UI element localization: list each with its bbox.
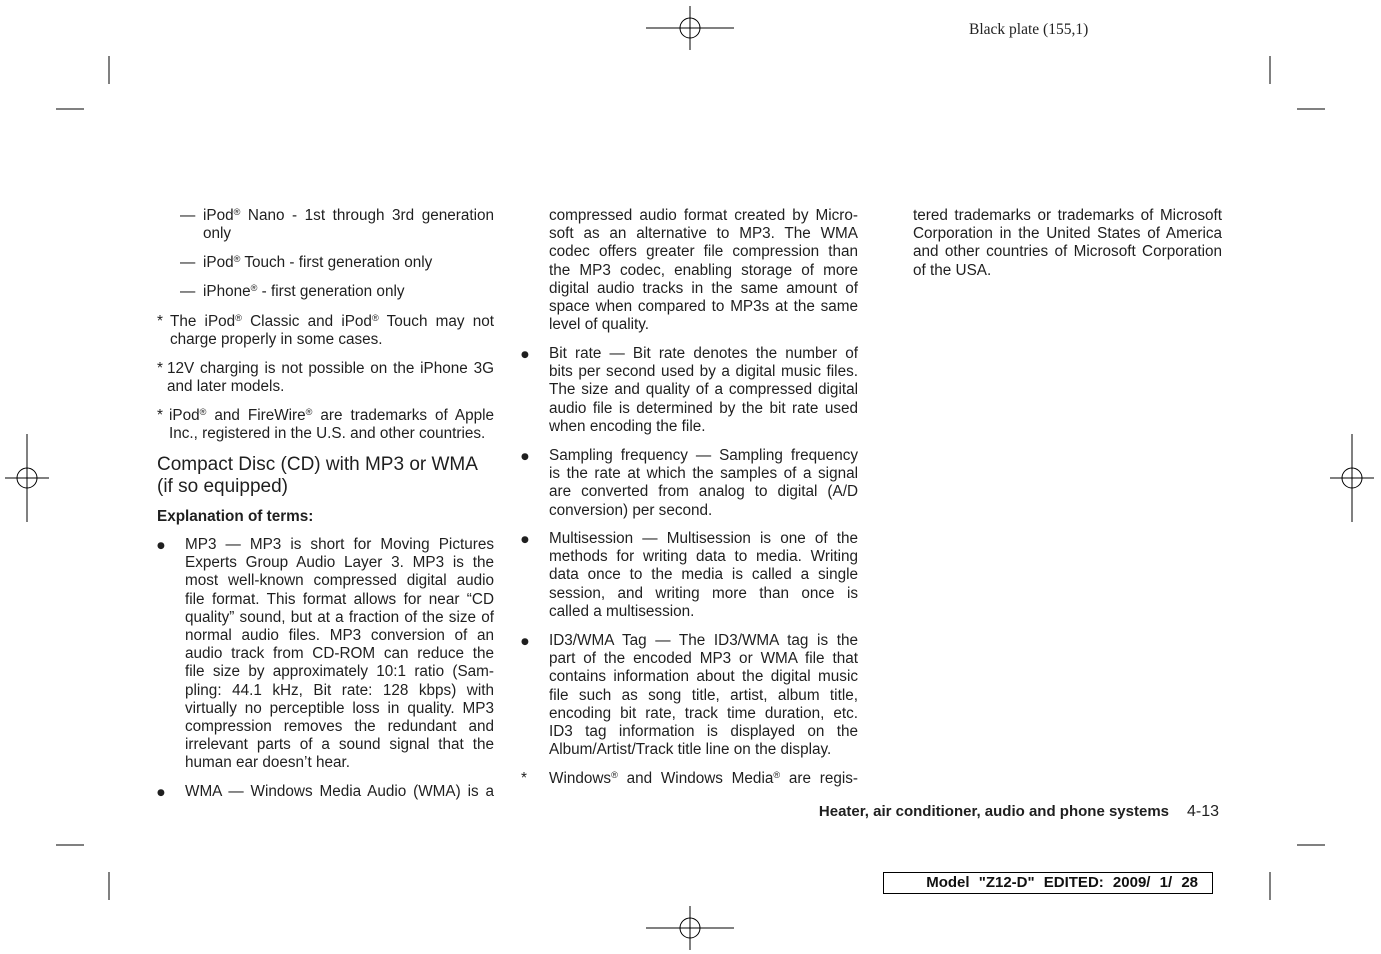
bullet-item [157, 783, 494, 801]
continued-paragraph [549, 207, 858, 334]
registration-mark-left [5, 434, 49, 522]
footnote-item [521, 769, 859, 788]
text-line: encoding bit rate, track time duration, etc. [549, 704, 858, 722]
text-line: 12V charging is not possible on the iPhone 3G [167, 360, 494, 377]
dash-marker: — [180, 283, 196, 300]
note-item [157, 312, 494, 349]
text-line: ID3 tag information is displayed on the [549, 722, 858, 740]
crop-mark-bottom-left [56, 845, 109, 900]
bullet-item [157, 536, 494, 772]
text-line: file size by approximately 10:1 ratio (Sam- [185, 663, 494, 681]
text-line: most well-known compressed digital audio [185, 572, 494, 590]
text-line: digital audio tracks in the same amount of [549, 279, 858, 297]
text-line: codec offers greater file compression than [549, 243, 858, 261]
bullet-item [521, 632, 858, 759]
dash-marker: — [180, 254, 196, 271]
registered-mark: ® [773, 769, 781, 780]
asterisk-marker: * [521, 770, 527, 787]
page-number: 4-13 [1187, 803, 1220, 820]
plate-label: Black plate (155,1) [969, 21, 1089, 38]
text-line: file such as song title, artist, album title, [549, 686, 858, 704]
text-line: tered trademarks or trademarks of Microsoft [913, 207, 1222, 224]
text-line: is the rate at which the samples of a signal [549, 465, 858, 483]
bullet-icon: ● [521, 452, 529, 462]
text-line: MP3 — MP3 is short for Moving Pictures [185, 536, 494, 553]
text-line: session, and writing more than once is [549, 584, 858, 602]
continued-paragraph [913, 207, 1222, 280]
text-line: of the USA. [913, 261, 992, 279]
bullet-icon: ● [521, 637, 529, 647]
text-line: ID3/WMA Tag — The ID3/WMA tag is the [549, 632, 858, 649]
text-line: Sampling frequency — Sampling frequency [549, 447, 858, 464]
model-edit-box: Model "Z12-D" EDITED: 2009/ 1/ 28 [883, 872, 1213, 894]
registered-mark: ® [250, 282, 258, 293]
bullet-icon: ● [157, 541, 165, 551]
crop-mark-top-left [56, 56, 109, 109]
dash-marker: — [180, 207, 196, 224]
bullet-item [521, 530, 858, 621]
text-line: and other countries of Microsoft Corporation [913, 243, 1222, 261]
registered-mark: ® [233, 206, 241, 217]
text-line: when encoding the file. [549, 417, 706, 435]
text-line: audio track from CD-ROM can reduce the [185, 645, 494, 663]
registered-mark: ® [233, 253, 241, 264]
bullet-icon: ● [157, 788, 165, 798]
text-line: Multisession — Multisession is one of the [549, 530, 858, 547]
bullet-icon: ● [521, 535, 529, 545]
text-line: are converted from analog to digital (A/D [549, 483, 858, 501]
text-line: Windows® and Windows Media® are regis- [549, 769, 859, 787]
text-line: compressed audio format created by Micro- [549, 207, 858, 224]
text-line: soft as an alternative to MP3. The WMA [549, 225, 858, 243]
registration-mark-top [646, 6, 734, 50]
heading-line: Compact Disc (CD) with MP3 or WMA [157, 454, 478, 475]
text-line: irrelevant parts of a sound signal that the [185, 736, 494, 754]
text-line: charge properly in some cases. [170, 331, 383, 349]
registration-mark-bottom [646, 906, 734, 950]
asterisk-marker: * [157, 407, 163, 424]
text-line: compression removes the redundant and [185, 717, 494, 735]
text-line: data once to the media is called a single [549, 566, 858, 584]
text-line: contains information about the digital music [549, 668, 858, 686]
footer-section-title: Heater, air conditioner, audio and phone systems [818, 803, 1169, 820]
text-line: and later models. [167, 378, 285, 396]
note-item [157, 360, 494, 396]
asterisk-marker: * [157, 360, 163, 377]
note-item [157, 406, 494, 443]
text-line: iPod® and FireWire® are trademarks of Apple [169, 406, 494, 424]
dash-list-item [180, 282, 494, 301]
text-line: audio file is determined by the bit rate used [549, 399, 858, 417]
text-line: Album/Artist/Track title line on the display. [549, 741, 832, 759]
asterisk-marker: * [157, 313, 163, 330]
registered-mark: ® [235, 312, 242, 323]
text-line: iPhone® - first generation only [203, 282, 405, 300]
text-line: The size and quality of a compressed digital [549, 381, 858, 399]
text-line: The iPod® Classic and iPod® Touch may not [170, 312, 494, 330]
text-line: file format. This format allows for near “CD [185, 590, 494, 608]
text-line: normal audio files. MP3 conversion of an [185, 626, 494, 644]
text-line: Experts Group Audio Layer 3. MP3 is the [185, 554, 494, 572]
text-line: methods for writing data to media. Writing [549, 548, 858, 566]
bullet-icon: ● [521, 350, 529, 360]
text-line: level of quality. [549, 316, 650, 334]
section-heading [157, 454, 497, 498]
text-line: Inc., registered in the U.S. and other countries. [169, 425, 486, 443]
text-line: pling: 44.1 kHz, Bit rate: 128 kbps) with [185, 681, 494, 699]
crop-mark-top-right [1270, 56, 1325, 109]
text-line: bits per second used by a digital music files. [549, 363, 858, 381]
text-line: the MP3 codec, enabling storage of more [549, 261, 858, 279]
bullet-item [521, 447, 858, 520]
registered-mark: ® [199, 406, 207, 417]
registered-mark: ® [371, 312, 379, 323]
text-line: called a multisession. [549, 602, 695, 620]
subheading: Explanation of terms: [157, 508, 314, 525]
text-line: space when compared to MP3s at the same [549, 297, 858, 315]
text-line: conversion) per second. [549, 501, 713, 519]
text-line: iPod® Nano - 1st through 3rd generation [203, 206, 494, 224]
text-line: Bit rate — Bit rate denotes the number of [549, 345, 858, 362]
registration-mark-right [1330, 434, 1374, 522]
text-line: Corporation in the United States of America [913, 225, 1222, 243]
text-line: iPod® Touch - first generation only [203, 253, 433, 271]
text-line: part of the encoded MP3 or WMA file that [549, 650, 858, 668]
text-line: WMA — Windows Media Audio (WMA) is a [185, 783, 494, 800]
registered-mark: ® [305, 406, 313, 417]
text-line: only [203, 225, 232, 243]
registered-mark: ® [611, 769, 618, 780]
dash-list-item [180, 206, 494, 243]
text-line: quality” sound, but at a fraction of the size of [185, 608, 494, 626]
text-line: human ear doesn’t hear. [185, 754, 350, 772]
crop-mark-bottom-right [1270, 845, 1325, 900]
heading-line: (if so equipped) [157, 476, 288, 497]
dash-list-item [180, 253, 494, 272]
bullet-item [521, 345, 858, 436]
text-line: virtually no perceptible loss in quality. MP3 [185, 699, 494, 717]
